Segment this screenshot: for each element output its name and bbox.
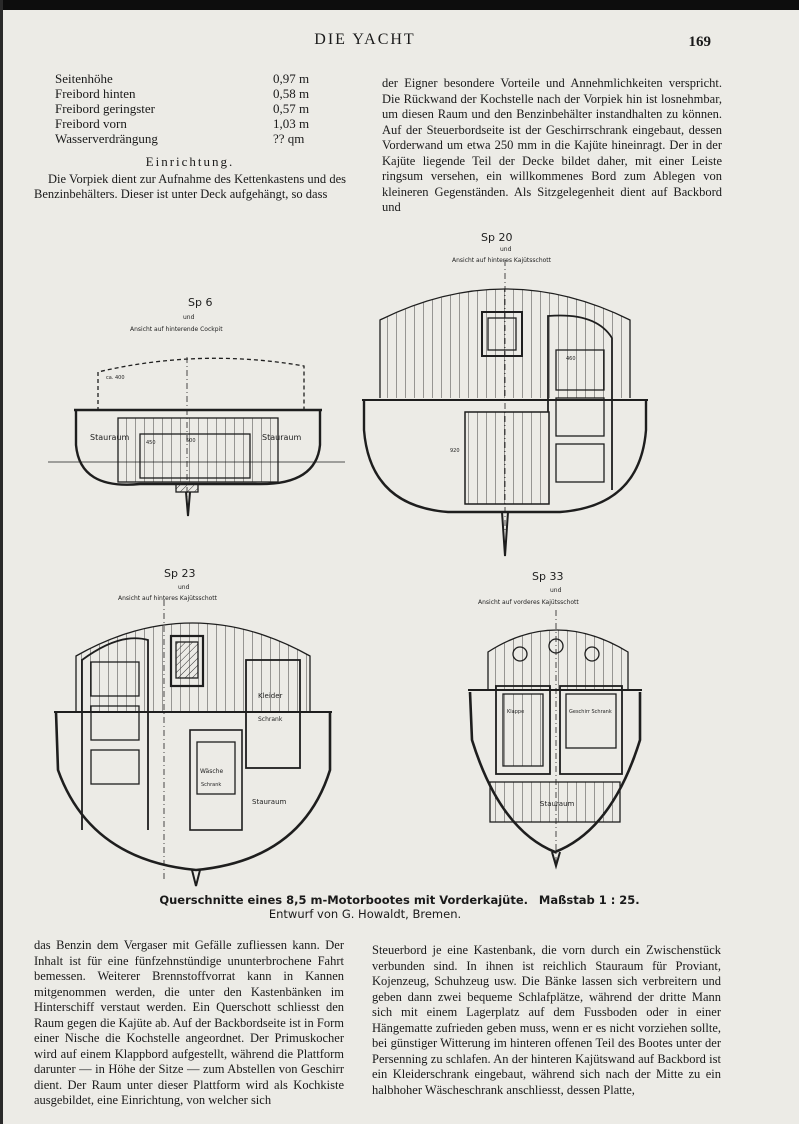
plan-und: und xyxy=(500,246,512,253)
plan-label: Schrank xyxy=(201,782,222,788)
figure-credit: Entwurf von G. Howaldt, Bremen. xyxy=(268,907,462,921)
section-sp6 xyxy=(48,296,345,516)
left-bottom-column xyxy=(34,938,344,1109)
plan-label: Schrank xyxy=(258,716,283,723)
section-sp23 xyxy=(54,567,332,886)
section-sp20 xyxy=(362,231,648,556)
spec-value: 0,97 m xyxy=(273,71,310,86)
plan-subtitle: Ansicht auf vorderes Kajütsschott xyxy=(478,599,579,606)
figure-caption xyxy=(0,893,799,907)
plan-und: und xyxy=(550,587,562,594)
plan-dimension: 500 xyxy=(186,438,196,444)
running-header-title: DIE YACHT xyxy=(314,31,416,48)
plan-subtitle: Ansicht auf hinteres Kajütsschott xyxy=(118,595,217,602)
spec-value: ?? qm xyxy=(273,131,305,146)
caption-title: Querschnitte eines 8,5 m-Motorbootes mit Vorderkajüte. xyxy=(159,893,528,907)
plan-label: Kleider xyxy=(258,692,283,700)
page-number: 169 xyxy=(688,34,711,50)
plan-label: Stauraum xyxy=(540,800,575,808)
right-bottom-column xyxy=(372,943,721,1098)
plan-und: und xyxy=(183,314,195,321)
spec-label: Freibord vorn xyxy=(55,116,127,131)
paragraph: Die Vorpiek dient zur Aufnahme des Kettenkastens und des Benzinbehälters. Dieser ist unter Deck aufgehängt, so dass xyxy=(34,171,346,201)
plan-label: Geschirr Schrank xyxy=(569,709,612,715)
spec-label: Wasserverdrängung xyxy=(55,131,158,146)
plan-label: Klappe xyxy=(507,709,525,715)
plan-title: Sp 33 xyxy=(532,570,564,583)
spec-label: Freibord hinten xyxy=(55,86,136,101)
spec-value: 0,58 m xyxy=(273,86,310,101)
plan-dimension: 450 xyxy=(146,440,156,446)
paragraph: der Eigner besondere Vorteile und Annehmlichkeiten verspricht. Die Rückwand der Kochstelle nach der Vorpiek hin ist losnehmbar, um diesen Raum und den Benzinbehälter instandhalten zu können. Auf der Steuerbordseite ist der Geschirrschrank eingebaut, dessen Vorderwand um etwa 250 mm in die Kajüte hineinragt. Der in der Kajüte liegende Teil der Decke bildet daher, mit einer Leiste ringsum versehen, ein willkommenes Bord zum Ablegen von kleineren Gegenständen. Als Sitzgelegenheit dient auf Backbord und xyxy=(382,76,722,214)
spec-label: Seitenhöhe xyxy=(55,71,113,86)
plan-title: Sp 6 xyxy=(188,296,213,309)
section-sp33 xyxy=(468,570,642,866)
plan-title: Sp 23 xyxy=(164,567,196,580)
spec-value: 0,57 m xyxy=(273,101,310,116)
plan-label: Wäsche xyxy=(200,768,224,775)
plan-label: Stauraum xyxy=(252,798,287,806)
plan-und: und xyxy=(178,584,190,591)
caption-scale: Maßstab 1 : 25. xyxy=(538,893,640,907)
paragraph: Steuerbord je eine Kastenbank, die vorn durch ein Zwischenstück verbunden sind. In ihnen ist reichlich Stauraum für Proviant, Kojenzeug, Schuhzeug usw. Die Bänke lassen sich verbreitern und geben dann zwei bequeme Schlafplätze, während der dritte Mann sich mit einem Lagerplatz auf dem Fussboden oder in einer Hängematte zufrieden geben muss, wenn er es nicht vorziehen sollte, bei günstiger Witterung im hinteren offenen Teil des Bootes unter der Persenning zu schlafen. An der hinteren Kajütswand auf Backbord ist ein Kleiderschrank eingebaut, während sich nach der Mitte zu ein halbhoher Wäscheschrank anschliesst, dessen Platte, xyxy=(372,943,721,1097)
plan-label: Stauraum xyxy=(262,433,302,442)
spec-label: Freibord geringster xyxy=(55,101,156,116)
paragraph: das Benzin dem Vergaser mit Gefälle zufliessen kann. Der Inhalt ist für eine fünfzehnstündige ununterbrochene Fahrt bemessen. Weiterer Brennstoffvorrat kann in Kannen mitgenommen werden, die unter den Kastenbänken im Hinterschiff verstaut werden. Ein Querschott schliesst den Raum gegen die Kajüte ab. Auf der Backbordseite ist in Form einer Nische die Kochstelle angeordnet. Der Primuskocher wird auf einem Klappbord aufgestellt, während die Plattform darunter — in Höhe der Sitze — zum Abstellen von Geschirr dient. Der Raum unter dieser Plattform wird als Kochkiste ausgebildet, eine Einrichtung, von welcher sich xyxy=(34,938,344,1107)
plan-dimension: 460 xyxy=(566,356,576,362)
plan-subtitle: Ansicht auf hinteres Kajütsschott xyxy=(452,257,551,264)
plan-subtitle: Ansicht auf hinterende Cockpit xyxy=(130,326,223,333)
plan-dimension: ca. 400 xyxy=(106,375,125,381)
plan-label: Stauraum xyxy=(90,433,130,442)
plan-title: Sp 20 xyxy=(481,231,513,244)
spec-value: 1,03 m xyxy=(273,116,310,131)
plan-dimension: 920 xyxy=(450,448,460,454)
section-heading: Einrichtung. xyxy=(145,154,235,169)
